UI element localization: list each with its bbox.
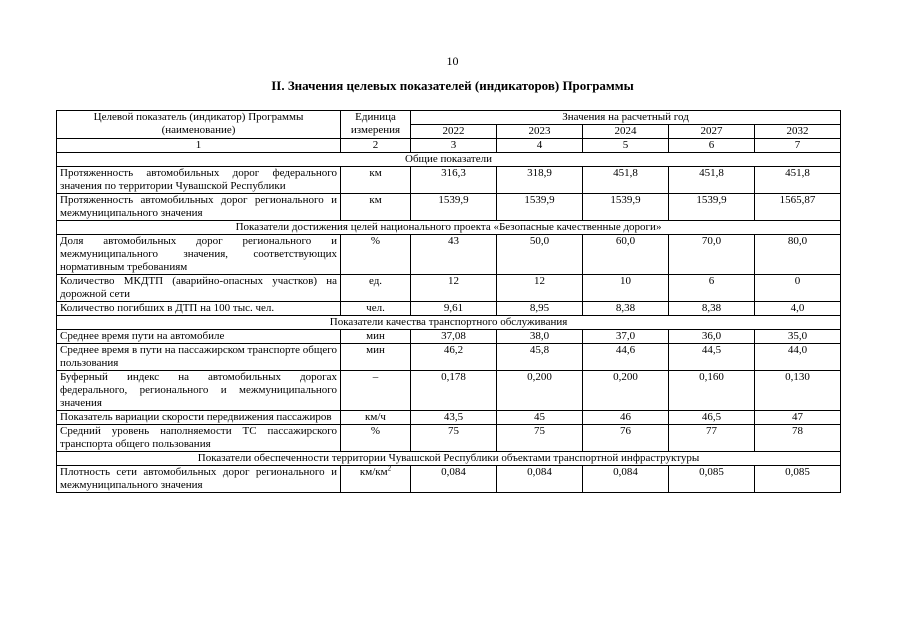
indicators-table	[56, 110, 841, 493]
table-row	[57, 167, 841, 194]
page-title: II. Значения целевых показателей (индикаторов) Программы	[271, 78, 634, 93]
header-unit: Единица измерения	[341, 111, 411, 139]
col-number: 2	[341, 139, 411, 153]
value-cell: 75	[497, 425, 583, 452]
indicator-unit: –	[341, 371, 411, 411]
indicator-unit	[341, 466, 411, 493]
col-number: 3	[411, 139, 497, 153]
value-cell: 50,0	[497, 235, 583, 275]
value-cell: 45	[497, 411, 583, 425]
value-cell: 0,178	[411, 371, 497, 411]
indicator-unit: ед.	[341, 275, 411, 302]
value-cell: 8,38	[583, 302, 669, 316]
value-cell: 1539,9	[411, 194, 497, 221]
indicator-unit: чел.	[341, 302, 411, 316]
section-header	[57, 316, 841, 330]
indicator-name: Среднее время в пути на пассажирском транспорте общего пользования	[57, 344, 341, 371]
value-cell: 1539,9	[583, 194, 669, 221]
table-row	[57, 411, 841, 425]
value-cell: 36,0	[669, 330, 755, 344]
value-cell: 60,0	[583, 235, 669, 275]
indicator-name: Среднее время пути на автомобиле	[57, 330, 341, 344]
value-cell: 1539,9	[497, 194, 583, 221]
header-indicator: Целевой показатель (индикатор) Программы (наименование)	[57, 111, 341, 139]
value-cell: 47	[755, 411, 841, 425]
value-cell: 0,084	[497, 466, 583, 493]
indicator-unit: %	[341, 235, 411, 275]
section-title: Общие показатели	[57, 153, 841, 167]
value-cell: 4,0	[755, 302, 841, 316]
value-cell: 451,8	[669, 167, 755, 194]
table-row	[57, 275, 841, 302]
value-cell: 46,2	[411, 344, 497, 371]
indicator-unit: км	[341, 194, 411, 221]
value-cell: 12	[411, 275, 497, 302]
column-numbers-row	[57, 139, 841, 153]
col-number: 1	[57, 139, 341, 153]
value-cell: 0,130	[755, 371, 841, 411]
section-title: Показатели достижения целей национального проекта «Безопасные качественные дороги»	[57, 221, 841, 235]
value-cell: 43	[411, 235, 497, 275]
indicator-name: Плотность сети автомобильных дорог регионального и межмуниципального значения	[57, 466, 341, 493]
value-cell: 44,6	[583, 344, 669, 371]
value-cell: 37,08	[411, 330, 497, 344]
table-row	[57, 466, 841, 493]
indicator-name: Показатель вариации скорости передвижения пассажиров	[57, 411, 341, 425]
value-cell: 37,0	[583, 330, 669, 344]
table-row	[57, 302, 841, 316]
header-year: 2032	[755, 125, 841, 139]
header-row	[57, 111, 841, 125]
value-cell: 78	[755, 425, 841, 452]
section-header	[57, 452, 841, 466]
value-cell: 451,8	[583, 167, 669, 194]
value-cell: 35,0	[755, 330, 841, 344]
unit-text: км/км	[359, 466, 388, 478]
header-values-group: Значения на расчетный год	[411, 111, 841, 125]
value-cell: 0,084	[583, 466, 669, 493]
value-cell: 70,0	[669, 235, 755, 275]
value-cell: 0,085	[669, 466, 755, 493]
value-cell: 0,085	[755, 466, 841, 493]
table-row	[57, 425, 841, 452]
value-cell: 45,8	[497, 344, 583, 371]
value-cell: 451,8	[755, 167, 841, 194]
value-cell: 0,084	[411, 466, 497, 493]
indicator-name: Средний уровень наполняемости ТС пассажирского транспорта общего пользования	[57, 425, 341, 452]
value-cell: 10	[583, 275, 669, 302]
unit-superscript: 2	[387, 464, 392, 473]
value-cell: 38,0	[497, 330, 583, 344]
indicator-name: Количество погибших в ДТП на 100 тыс. чел.	[57, 302, 341, 316]
value-cell: 77	[669, 425, 755, 452]
value-cell: 12	[497, 275, 583, 302]
indicator-name: Количество МКДТП (аварийно-опасных участков) на дорожной сети	[57, 275, 341, 302]
value-cell: 8,95	[497, 302, 583, 316]
value-cell: 1565,87	[755, 194, 841, 221]
header-year: 2023	[497, 125, 583, 139]
value-cell: 318,9	[497, 167, 583, 194]
indicator-name: Протяженность автомобильных дорог федерального значения по территории Чувашской Республики	[57, 167, 341, 194]
value-cell: 0,160	[669, 371, 755, 411]
table-row	[57, 194, 841, 221]
table-row	[57, 344, 841, 371]
indicator-unit: мин	[341, 330, 411, 344]
value-cell: 0	[755, 275, 841, 302]
section-title: Показатели обеспеченности территории Чувашской Республики объектами транспортной инфраструктуры	[57, 452, 841, 466]
value-cell: 80,0	[755, 235, 841, 275]
section-header	[57, 153, 841, 167]
value-cell: 0,200	[583, 371, 669, 411]
col-number: 6	[669, 139, 755, 153]
indicator-name: Буферный индекс на автомобильных дорогах федерального, регионального и межмуниципального значения	[57, 371, 341, 411]
value-cell: 46	[583, 411, 669, 425]
header-year: 2027	[669, 125, 755, 139]
section-title: Показатели качества транспортного обслуживания	[57, 316, 841, 330]
value-cell: 44,0	[755, 344, 841, 371]
indicator-name: Протяженность автомобильных дорог регионального и межмуниципального значения	[57, 194, 341, 221]
col-number: 4	[497, 139, 583, 153]
value-cell: 1539,9	[669, 194, 755, 221]
indicator-unit: мин	[341, 344, 411, 371]
page-number: 10	[446, 54, 459, 68]
value-cell: 75	[411, 425, 497, 452]
table-row	[57, 235, 841, 275]
value-cell: 316,3	[411, 167, 497, 194]
indicator-name: Доля автомобильных дорог регионального и межмуниципального значения, соответствующих нормативным требованиям	[57, 235, 341, 275]
indicator-unit: км	[341, 167, 411, 194]
value-cell: 9,61	[411, 302, 497, 316]
indicator-unit: км/ч	[341, 411, 411, 425]
col-number: 5	[583, 139, 669, 153]
col-number: 7	[755, 139, 841, 153]
indicator-unit: %	[341, 425, 411, 452]
value-cell: 76	[583, 425, 669, 452]
section-header	[57, 221, 841, 235]
value-cell: 43,5	[411, 411, 497, 425]
value-cell: 0,200	[497, 371, 583, 411]
value-cell: 44,5	[669, 344, 755, 371]
header-year: 2024	[583, 125, 669, 139]
header-year: 2022	[411, 125, 497, 139]
value-cell: 8,38	[669, 302, 755, 316]
table-row	[57, 330, 841, 344]
table-row	[57, 371, 841, 411]
value-cell: 46,5	[669, 411, 755, 425]
value-cell: 6	[669, 275, 755, 302]
